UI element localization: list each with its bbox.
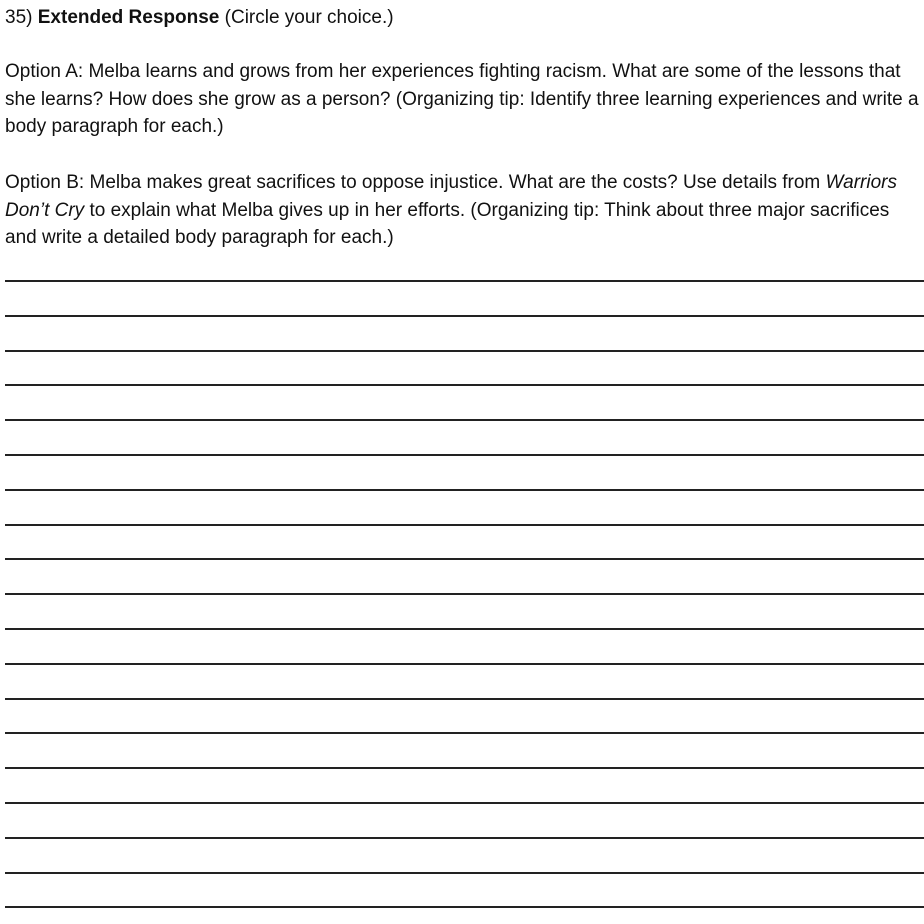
answer-line[interactable] xyxy=(5,489,924,491)
question-instruction: (Circle your choice.) xyxy=(224,7,394,28)
answer-line[interactable] xyxy=(5,280,924,282)
question-title: Extended Response xyxy=(37,7,220,28)
answer-line[interactable] xyxy=(5,558,924,560)
answer-line[interactable] xyxy=(5,663,924,665)
option-b[interactable] xyxy=(5,169,921,252)
answer-line[interactable] xyxy=(5,384,924,386)
question-header xyxy=(5,4,394,32)
answer-line[interactable] xyxy=(5,593,924,595)
answer-line[interactable] xyxy=(5,350,924,352)
answer-line[interactable] xyxy=(5,837,924,839)
answer-line[interactable] xyxy=(5,315,924,317)
answer-line[interactable] xyxy=(5,802,924,804)
answer-line[interactable] xyxy=(5,454,924,456)
answer-line[interactable] xyxy=(5,767,924,769)
answer-line[interactable] xyxy=(5,872,924,874)
book-title: Warriors Don’t Cry xyxy=(5,172,897,221)
answer-line[interactable] xyxy=(5,732,924,734)
answer-line[interactable] xyxy=(5,906,924,908)
answer-line[interactable] xyxy=(5,524,924,526)
answer-line[interactable] xyxy=(5,698,924,700)
answer-line[interactable] xyxy=(5,419,924,421)
answer-line[interactable] xyxy=(5,628,924,630)
option-b-text-before: Option B: Melba makes great sacrifices to oppose injustice. What are the costs? Use details from xyxy=(5,172,826,193)
question-number: 35) xyxy=(5,7,33,28)
option-a[interactable] xyxy=(5,58,921,141)
option-a-text: Option A: Melba learns and grows from her experiences fighting racism. What are some of the lessons that she learns? How does she grow as a person? (Organizing tip: Identify three learning experiences and write a body paragraph for each.) xyxy=(5,61,919,138)
option-b-text-after: to explain what Melba gives up in her efforts. (Organizing tip: Think about three major sacrifices and write a detailed body paragraph for each.) xyxy=(5,199,890,249)
